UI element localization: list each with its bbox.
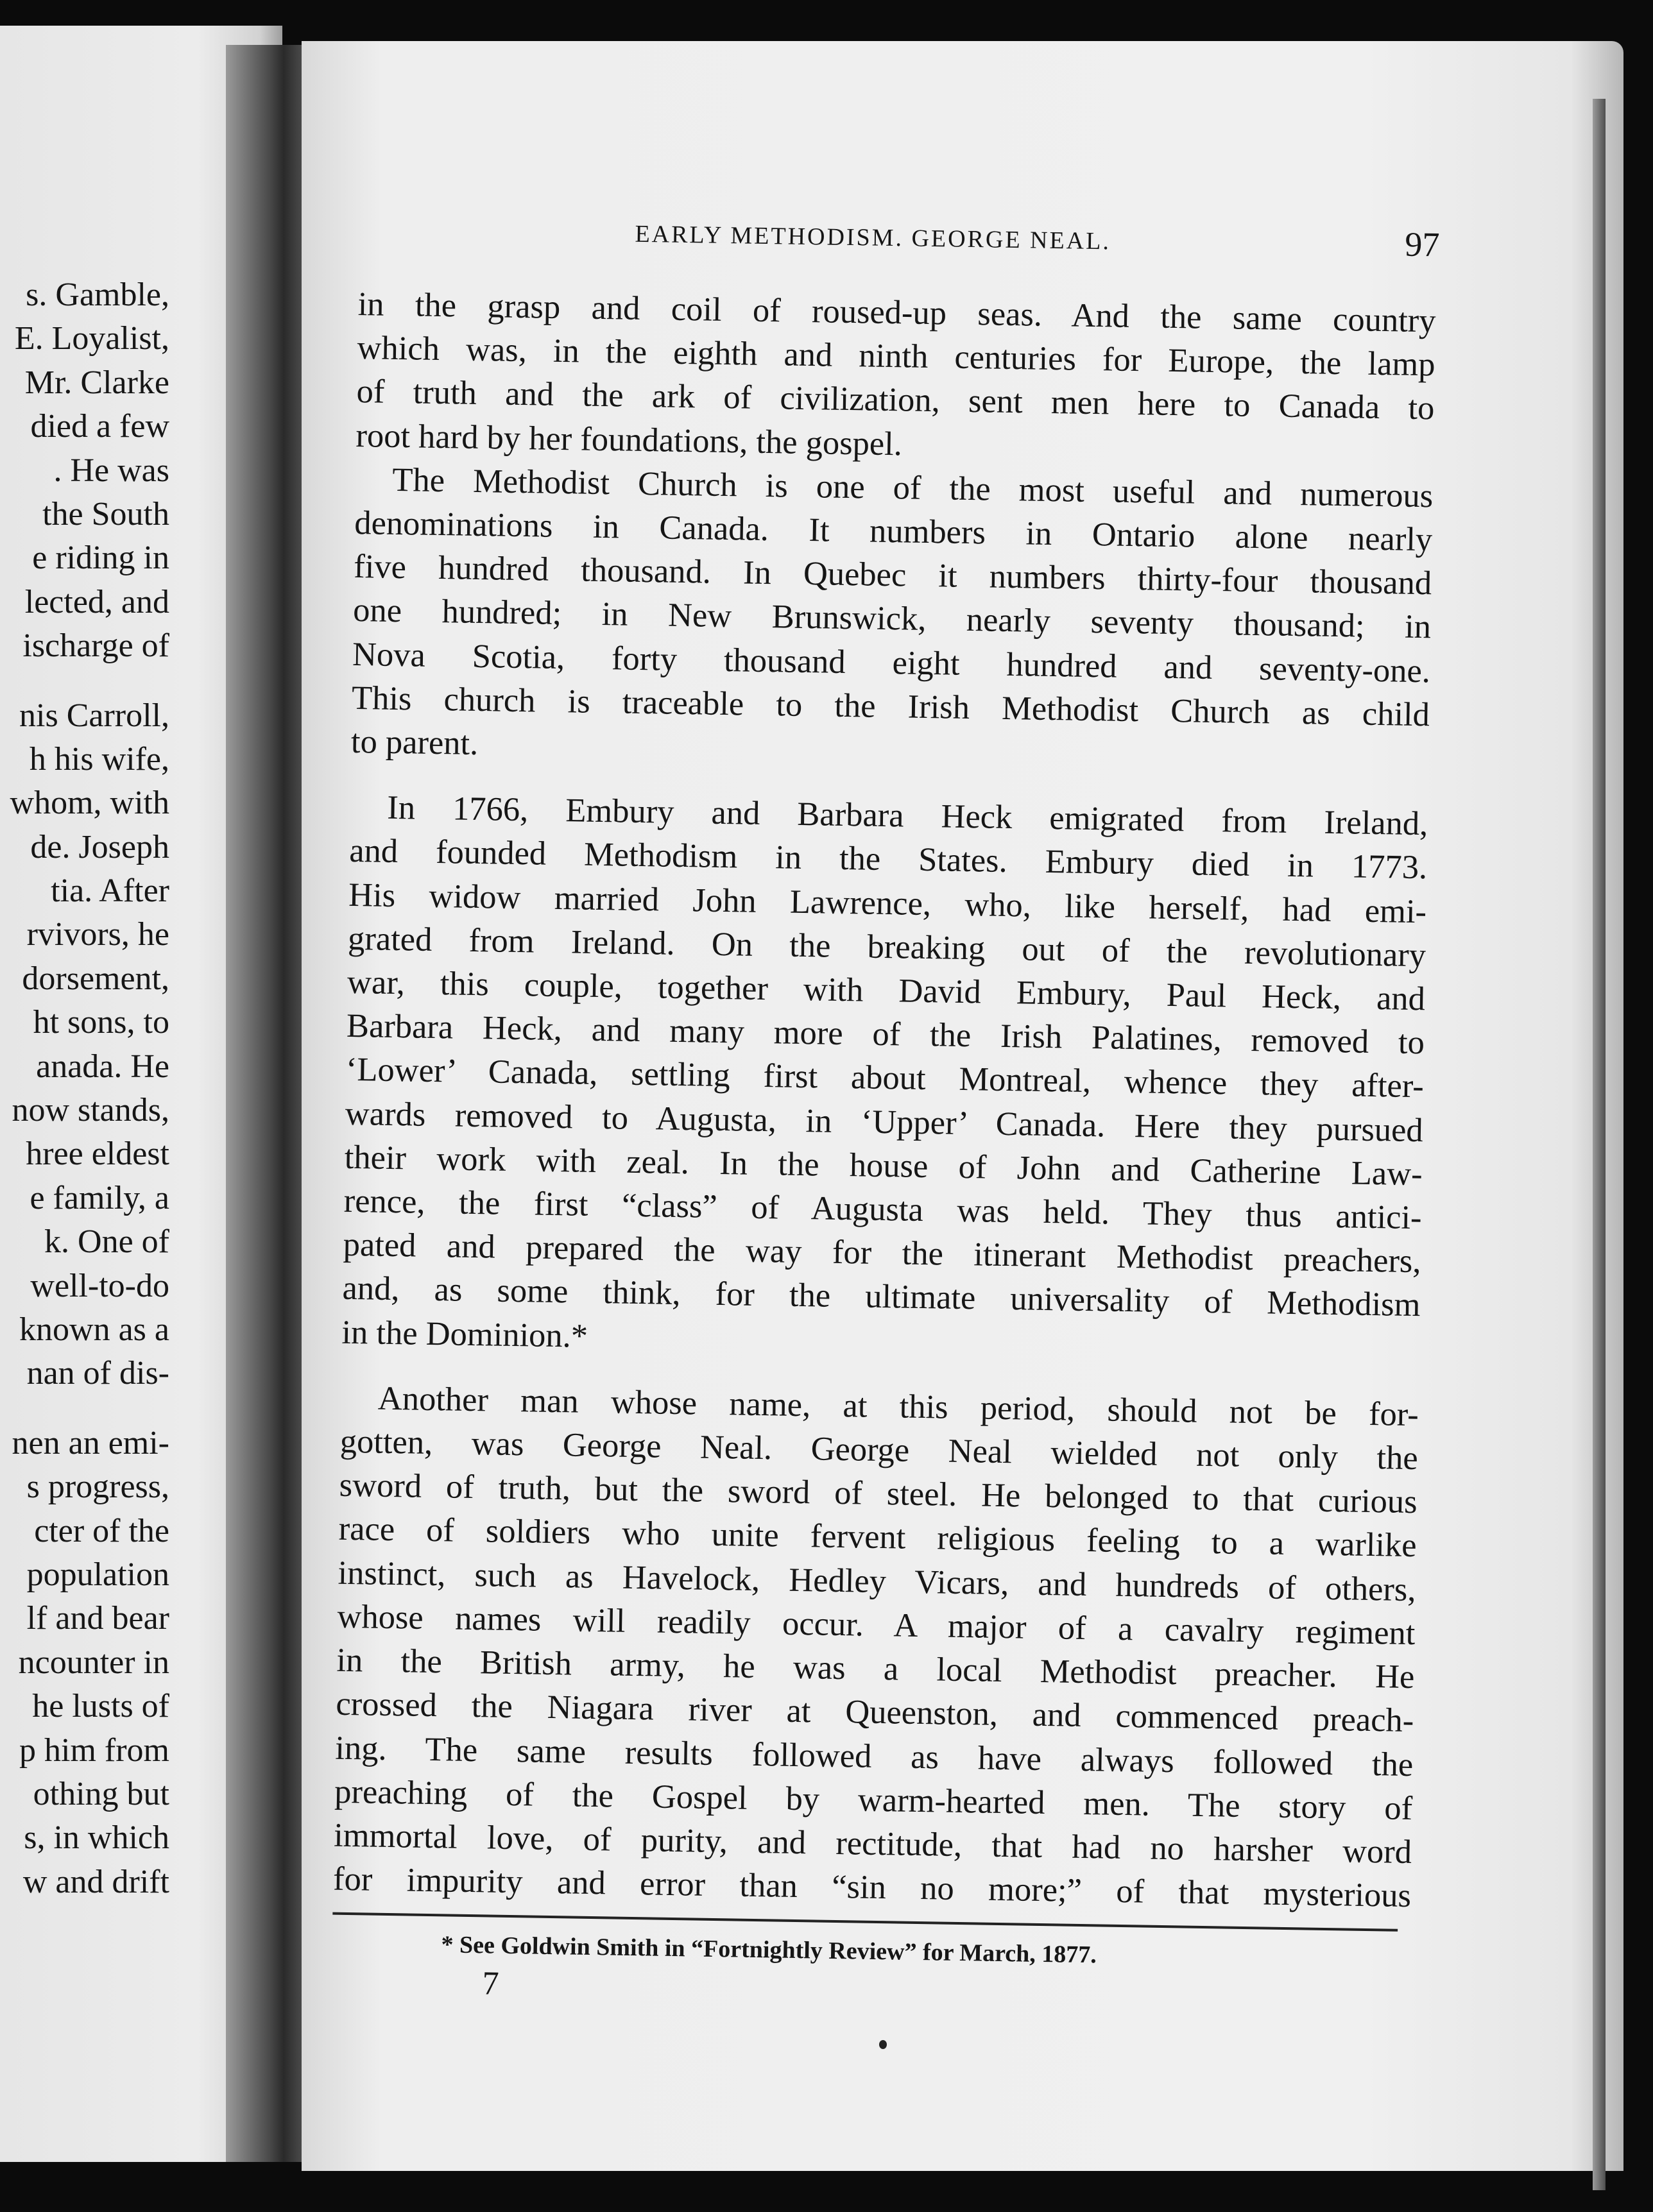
text-line: Barbara Heck, and many more of the Irish Palatines, removed to bbox=[346, 1007, 1425, 1062]
facing-line: Mr. Clarke bbox=[24, 364, 169, 401]
facing-line: rvivors, he bbox=[26, 916, 169, 953]
facing-line: k. One of bbox=[44, 1223, 169, 1261]
text-line: which was, in the eighth and ninth centuries for Europe, the lamp bbox=[357, 329, 1435, 384]
text-line: wards removed to Augusta, in ‘Upper’ Canada. Here they pursued bbox=[345, 1094, 1424, 1149]
facing-line: ncounter in bbox=[18, 1644, 169, 1681]
text-line: Another man whose name, at this period, should not be for- bbox=[377, 1379, 1419, 1434]
facing-line: s, in which bbox=[24, 1819, 169, 1857]
facing-line: he lusts of bbox=[32, 1688, 169, 1725]
page-text-block bbox=[331, 212, 1440, 2017]
text-line: ing. The same results followed as have always followed the bbox=[334, 1729, 1414, 1783]
facing-line: tia. After bbox=[51, 872, 169, 910]
paragraph bbox=[350, 457, 1433, 781]
facing-page-text bbox=[10, 273, 169, 1904]
facing-line: the South bbox=[42, 495, 169, 532]
text-line: The Methodist Church is one of the most useful and numerous bbox=[391, 461, 1434, 515]
facing-line: now stands, bbox=[12, 1092, 169, 1129]
signature-mark: 7 bbox=[482, 1965, 500, 2003]
facing-line: ischarge of bbox=[22, 627, 169, 665]
facing-line: s. Gamble, bbox=[26, 276, 169, 313]
text-line: war, this couple, together with David Embury, Paul Heck, and bbox=[347, 963, 1426, 1018]
text-line: gotten, was George Neal. George Neal wielded not only the bbox=[339, 1422, 1419, 1477]
facing-line: known as a bbox=[19, 1311, 169, 1348]
running-title: EARLY METHODISM. GEORGE NEAL. bbox=[635, 220, 1111, 255]
facing-line: lf and bear bbox=[26, 1600, 169, 1637]
text-line: for impurity and error than “sin no more;” of that mysterious bbox=[332, 1860, 1412, 1915]
facing-line: anada. He bbox=[36, 1048, 169, 1085]
text-line: pated and prepared the way for the itinerant Methodist preachers, bbox=[343, 1226, 1421, 1280]
paragraph bbox=[341, 785, 1428, 1371]
facing-line: cter of the bbox=[34, 1512, 169, 1549]
footnote-rule bbox=[332, 1912, 1398, 1932]
text-line: root hard by her foundations, the gospel. bbox=[355, 416, 903, 463]
text-line: This church is traceable to the Irish Methodist Church as child bbox=[351, 679, 1430, 734]
facing-line: nen an emi- bbox=[12, 1424, 169, 1461]
facing-line: E. Loyalist, bbox=[14, 320, 169, 357]
text-line: in the Dominion.* bbox=[341, 1313, 588, 1355]
text-line: ‘Lower’ Canada, settling first about Montreal, whence they after- bbox=[345, 1051, 1425, 1105]
facing-line: e family, a bbox=[30, 1179, 169, 1216]
text-line: sword of truth, but the sword of steel. He belonged to that curious bbox=[339, 1467, 1418, 1521]
text-line: grated from Ireland. On the breaking out of the revolutionary bbox=[347, 919, 1426, 974]
facing-line: lected, and bbox=[24, 583, 169, 620]
text-line: and, as some think, for the ultimate universality of Methodism bbox=[342, 1270, 1421, 1324]
text-line: denominations in Canada. It numbers in Ontario alone nearly bbox=[354, 504, 1433, 559]
ink-speck bbox=[879, 2040, 887, 2049]
text-line: to parent. bbox=[350, 722, 479, 763]
facing-line: died a few bbox=[30, 408, 169, 445]
facing-line: p him from bbox=[19, 1731, 169, 1769]
facing-line: nis Carroll, bbox=[19, 697, 169, 734]
facing-line: ht sons, to bbox=[33, 1004, 169, 1041]
footnote: * See Goldwin Smith in “Fortnightly Review” for March, 1877. bbox=[441, 1931, 1097, 1969]
facing-line: h his wife, bbox=[29, 740, 169, 778]
facing-line: s progress, bbox=[26, 1468, 169, 1506]
text-line: Nova Scotia, forty thousand eight hundred and seventy-one. bbox=[352, 635, 1431, 690]
facing-line: hree eldest bbox=[26, 1136, 169, 1173]
facing-line: whom, with bbox=[10, 785, 169, 822]
facing-line: dorsement, bbox=[22, 960, 169, 997]
text-line: whose names will readily occur. A major of a cavalry regiment bbox=[337, 1597, 1416, 1653]
text-line: instinct, such as Havelock, Hedley Vicars, and hundreds of others, bbox=[338, 1554, 1416, 1608]
facing-line: w and drift bbox=[22, 1863, 169, 1900]
text-line: one hundred; in New Brunswick, nearly seventy thousand; in bbox=[352, 591, 1432, 646]
facing-line: . He was bbox=[53, 452, 169, 489]
facing-line: e riding in bbox=[32, 540, 169, 577]
facing-line-gap bbox=[10, 1396, 169, 1422]
text-line: in the grasp and coil of roused-up seas. And the same country bbox=[357, 285, 1436, 340]
text-line: rence, the first “class” of Augusta was held. They thus antici- bbox=[343, 1182, 1423, 1237]
text-line: their work with zeal. In the house of John and Catherine Law- bbox=[344, 1138, 1423, 1193]
facing-line: nan of dis- bbox=[26, 1355, 169, 1392]
page-number: 97 bbox=[1404, 225, 1440, 264]
paragraph bbox=[355, 282, 1436, 474]
text-line: and founded Methodism in the States. Embury died in 1773. bbox=[348, 832, 1428, 887]
text-line: race of soldiers who unite fervent religious feeling to a warlike bbox=[338, 1510, 1417, 1565]
facing-line: othing but bbox=[33, 1775, 169, 1812]
text-line: His widow married John Lawrence, who, like herself, had emi- bbox=[348, 876, 1427, 930]
facing-line: well-to-do bbox=[30, 1267, 169, 1304]
text-line: five hundred thousand. In Quebec it numbers thirty-four thousand bbox=[353, 548, 1432, 602]
facing-line: de. Joseph bbox=[30, 828, 169, 865]
text-line: of truth and the ark of civilization, sent men here to Canada to bbox=[356, 373, 1435, 427]
paragraph bbox=[333, 1376, 1419, 1918]
text-line: preaching of the Gospel by warm-hearted men. The story of bbox=[334, 1773, 1413, 1827]
text-line: in the British army, he was a local Methodist preacher. He bbox=[336, 1641, 1415, 1696]
text-line: In 1766, Embury and Barbara Heck emigrated from Ireland, bbox=[386, 789, 1428, 843]
facing-line-gap bbox=[10, 668, 169, 694]
text-line: crossed the Niagara river at Queenston, and commenced preach- bbox=[336, 1685, 1414, 1740]
text-line: immortal love, of purity, and rectitude, that had no harsher word bbox=[333, 1816, 1412, 1871]
page-edge bbox=[1593, 99, 1606, 2190]
facing-line: population bbox=[26, 1556, 169, 1593]
